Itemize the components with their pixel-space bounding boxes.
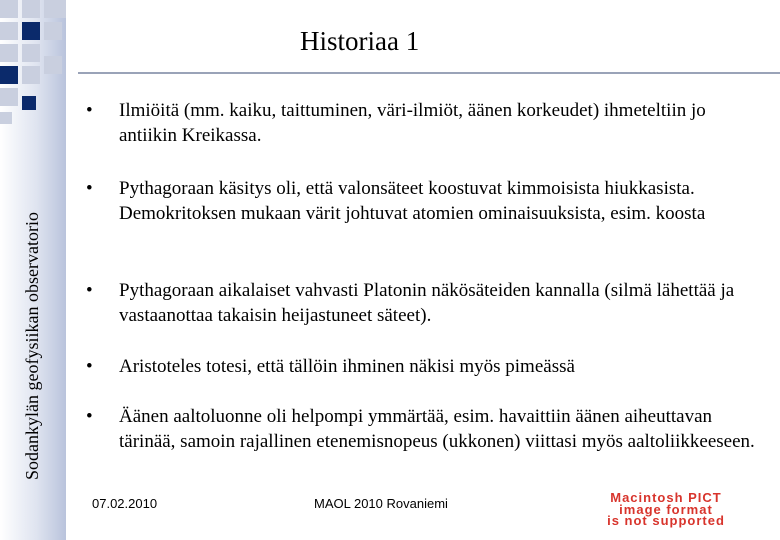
bullet-item [86, 404, 759, 454]
decor-square [0, 44, 18, 62]
footer-date: 07.02.2010 [92, 496, 158, 511]
bullet-text: Aristoteles totesi, että tällöin ihminen näkisi myös pimeässä [119, 356, 575, 377]
bullet-symbol: • [86, 280, 93, 301]
bullet-text: Ilmiöitä (mm. kaiku, taittuminen, väri-ilmiöt, äänen korkeudet) ihmeteltiin jo antiikin Kreikassa. [119, 100, 706, 146]
pict-line: is not supported [607, 513, 725, 528]
bullet-text: Pythagoraan aikalaiset vahvasti Platonin näkösäteiden kannalla (silmä lähettää ja vastaanottaa takaisin heijastuneet säteet). [119, 280, 735, 326]
decor-square [22, 66, 40, 84]
observatory-label: Sodankylän geofysiikan observatorio [22, 212, 42, 480]
pict-line: image format [619, 501, 713, 517]
decor-square [0, 88, 18, 106]
decor-square [44, 22, 62, 40]
title-divider [78, 72, 780, 74]
bullet-text: Äänen aaltoluonne oli helpompi ymmärtää, esim. havaittiin äänen aiheuttavan tärinää, samoin rajallinen etenemisnopeus (ukkonen) viittasi myös aaltoliikkeeseen. [119, 406, 755, 452]
decor-square [22, 96, 36, 110]
bullet-item [86, 354, 759, 379]
decor-square [22, 0, 40, 18]
bullet-item [86, 176, 759, 226]
bullet-symbol: • [86, 406, 93, 427]
bullet-symbol: • [86, 100, 93, 121]
unsupported-image-placeholder [555, 492, 777, 528]
bullet-item [86, 98, 759, 148]
bullet-symbol: • [86, 356, 93, 377]
bullet-symbol: • [86, 178, 93, 199]
bullet-text: Pythagoraan käsitys oli, että valonsäteet koostuvat kimmoisista hiukkasista. Demokritoksen mukaan värit johtuvat atomien ominaisuuksista, esim. koosta [119, 178, 706, 224]
decor-square [0, 22, 18, 40]
decor-square [0, 112, 12, 124]
pict-line: Macintosh PICT [610, 490, 722, 505]
decor-square [44, 56, 62, 74]
footer-event: MAOL 2010 Rovaniemi [314, 496, 448, 511]
bullet-item [86, 278, 759, 328]
decor-square [0, 66, 18, 84]
slide-title: Historiaa 1 [300, 26, 420, 56]
decor-square [22, 22, 40, 40]
decor-square [44, 0, 66, 18]
decor-square [0, 0, 18, 18]
decor-square [22, 44, 40, 62]
